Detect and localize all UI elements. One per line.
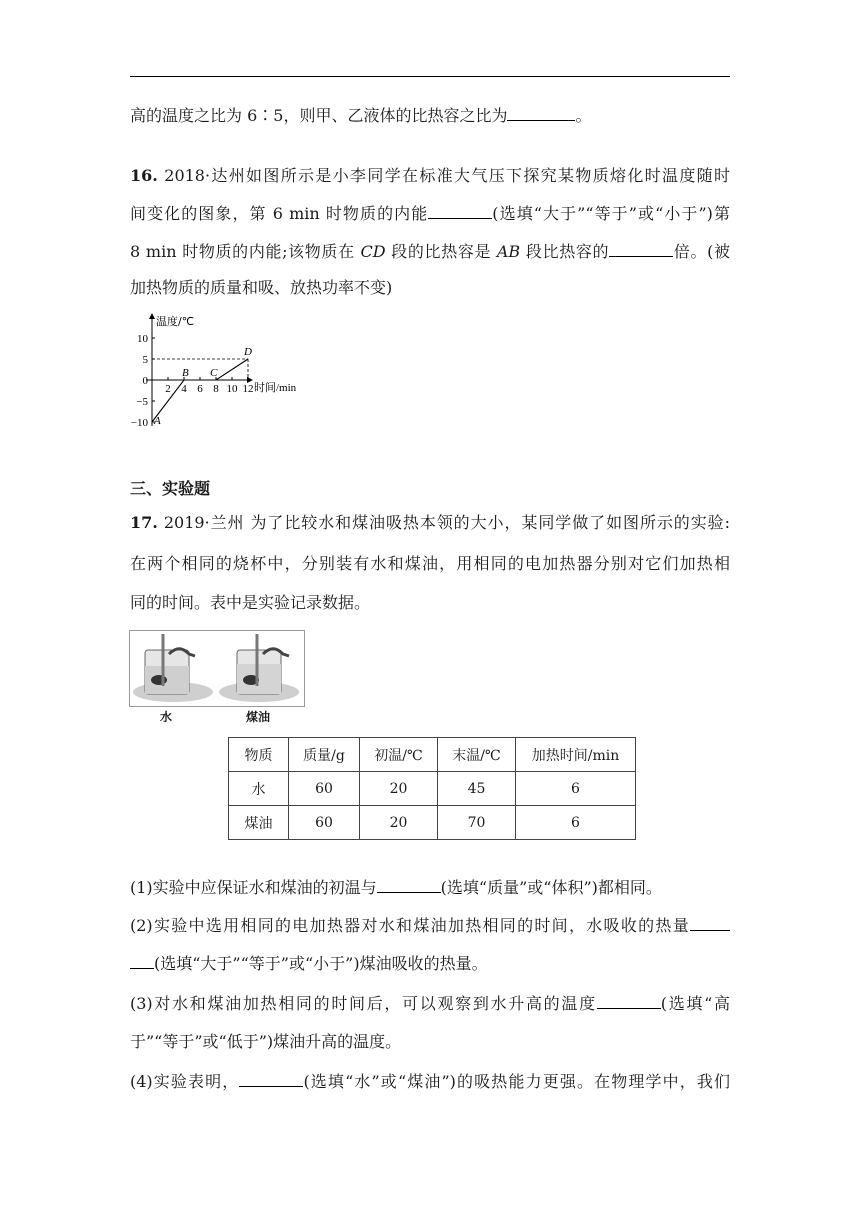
q16-text-2a: 间变化的图象，第 6 min 时物质的内能: [130, 204, 429, 223]
y-tick-label: 10: [137, 333, 148, 345]
beaker-illustration: [129, 630, 305, 708]
x-tick-label: 2: [165, 383, 171, 395]
q17-text-3: 同的时间。表中是实验记录数据。: [130, 593, 371, 612]
table-cell: 20: [360, 806, 438, 840]
table-header-row: [229, 738, 636, 772]
table-cell: 20: [360, 772, 438, 806]
q17-line2: [130, 546, 730, 582]
x-axis-label: 时间/min: [254, 382, 297, 394]
temperature-time-graph: [128, 310, 318, 428]
table-cell: 6: [516, 806, 636, 840]
table-header-cell: 加热时间/min: [516, 738, 636, 772]
subq4-text-b: (选填“水”或“煤油”)的吸热能力更强。在物理学中，我们: [303, 1072, 730, 1091]
section-title: 三、实验题: [130, 479, 211, 498]
answer-blank: [609, 238, 673, 257]
y-axis-label: 温度/℃: [156, 315, 195, 328]
point-label-b: B: [182, 367, 189, 379]
subq4-text-a: (4)实验表明，: [130, 1072, 240, 1091]
subquestion-3-line2: [130, 1024, 730, 1060]
subquestion-1: [130, 870, 730, 906]
x-tick-label: 8: [213, 383, 219, 395]
subq1-text-a: (1)实验中应保证水和煤油的初温与: [130, 878, 377, 897]
q16-text-2b: (选填“大于”“等于”或“小于”)第: [492, 204, 730, 223]
table-header-cell: 物质: [229, 738, 289, 772]
table-cell: 45: [438, 772, 516, 806]
y-tick-label: −5: [136, 396, 148, 408]
table-cell: 6: [516, 772, 636, 806]
table-row: [229, 806, 636, 840]
y-tick-label: 0: [142, 375, 148, 387]
answer-blank: [130, 950, 154, 969]
subquestion-4: [130, 1064, 730, 1100]
table-row: [229, 772, 636, 806]
q16-text-3a: 8 min 时物质的内能;该物质在: [130, 242, 361, 261]
point-label-c: C: [210, 367, 218, 379]
point-label-a: A: [154, 415, 161, 427]
point-label-d: D: [244, 346, 252, 358]
top-rule: [130, 76, 730, 77]
x-tick-label: 4: [181, 383, 187, 395]
q15-tail: [130, 98, 730, 134]
table-header-cell: 初温/℃: [360, 738, 438, 772]
q16-text-3d: 倍。(被: [673, 242, 730, 261]
q17-text-2: 在两个相同的烧杯中，分别装有水和煤油，用相同的电加热器分别对它们加热相: [130, 554, 730, 573]
x-tick-label: 10: [226, 383, 238, 395]
subq2-text-a: (2)实验中选用相同的电加热器对水和煤油加热相同的时间，水吸收的热量: [130, 916, 690, 935]
table-cell: 煤油: [229, 806, 289, 840]
subq1-text-b: (选填“质量”或“体积”)都相同。: [440, 878, 662, 897]
water-label: 水: [160, 710, 173, 724]
question-number: 17.: [130, 513, 158, 532]
q16-line4: [130, 270, 730, 306]
q15-suffix: 。: [575, 106, 592, 125]
experiment-data-table: [228, 737, 636, 840]
answer-blank: [690, 912, 730, 931]
table-header-cell: 末温/℃: [438, 738, 516, 772]
segment-cd: CD: [360, 242, 386, 261]
y-tick-label: 5: [142, 354, 148, 366]
x-tick-label: 12: [242, 383, 254, 395]
kerosene-label: 煤油: [246, 710, 271, 724]
table-cell: 水: [229, 772, 289, 806]
table-cell: 60: [289, 806, 360, 840]
answer-blank: [597, 990, 661, 1009]
table-cell: 60: [289, 772, 360, 806]
subquestion-2-line1: [130, 908, 730, 944]
q17-line1: [130, 505, 730, 541]
subq3-text-c: 于”“等于”或“低于”)煤油升高的温度。: [130, 1032, 402, 1051]
subquestion-3-line1: [130, 986, 730, 1022]
q16-text-3b: 段的比热容是: [385, 242, 497, 261]
answer-blank: [239, 1068, 303, 1087]
subq3-text-a: (3)对水和煤油加热相同的时间后，可以观察到水升高的温度: [130, 994, 597, 1013]
q16-text-1: 2018·达州如图所示是小李同学在标准大气压下探究某物质熔化时温度随时: [164, 166, 730, 185]
q16-line3: [130, 234, 730, 270]
q16-text-4: 加热物质的质量和吸、放热功率不变): [130, 278, 393, 297]
q16-line1: [130, 158, 730, 194]
answer-blank: [507, 102, 575, 121]
question-number: 16.: [130, 166, 158, 185]
q16-line2: [130, 196, 730, 232]
table-cell: 70: [438, 806, 516, 840]
x-tick-label: 6: [197, 383, 203, 395]
q15-text: 高的温度之比为 6∶5，则甲、乙液体的比热容之比为: [130, 106, 508, 125]
subq3-text-b: (选填“高: [660, 994, 730, 1013]
q16-text-3c: 段比热容的: [520, 242, 610, 261]
q17-line3: [130, 585, 730, 621]
answer-blank: [428, 200, 492, 219]
subq2-text-b: (选填“大于”“等于”或“小于”)煤油吸收的热量。: [154, 954, 488, 973]
q17-text-1: 2019·兰州 为了比较水和煤油吸热本领的大小，某同学做了如图所示的实验:: [163, 513, 730, 532]
segment-ab: AB: [496, 242, 521, 261]
table-header-cell: 质量/g: [289, 738, 360, 772]
answer-blank: [377, 874, 441, 893]
subquestion-2-line2: [130, 946, 730, 982]
y-tick-label: −10: [130, 417, 148, 428]
